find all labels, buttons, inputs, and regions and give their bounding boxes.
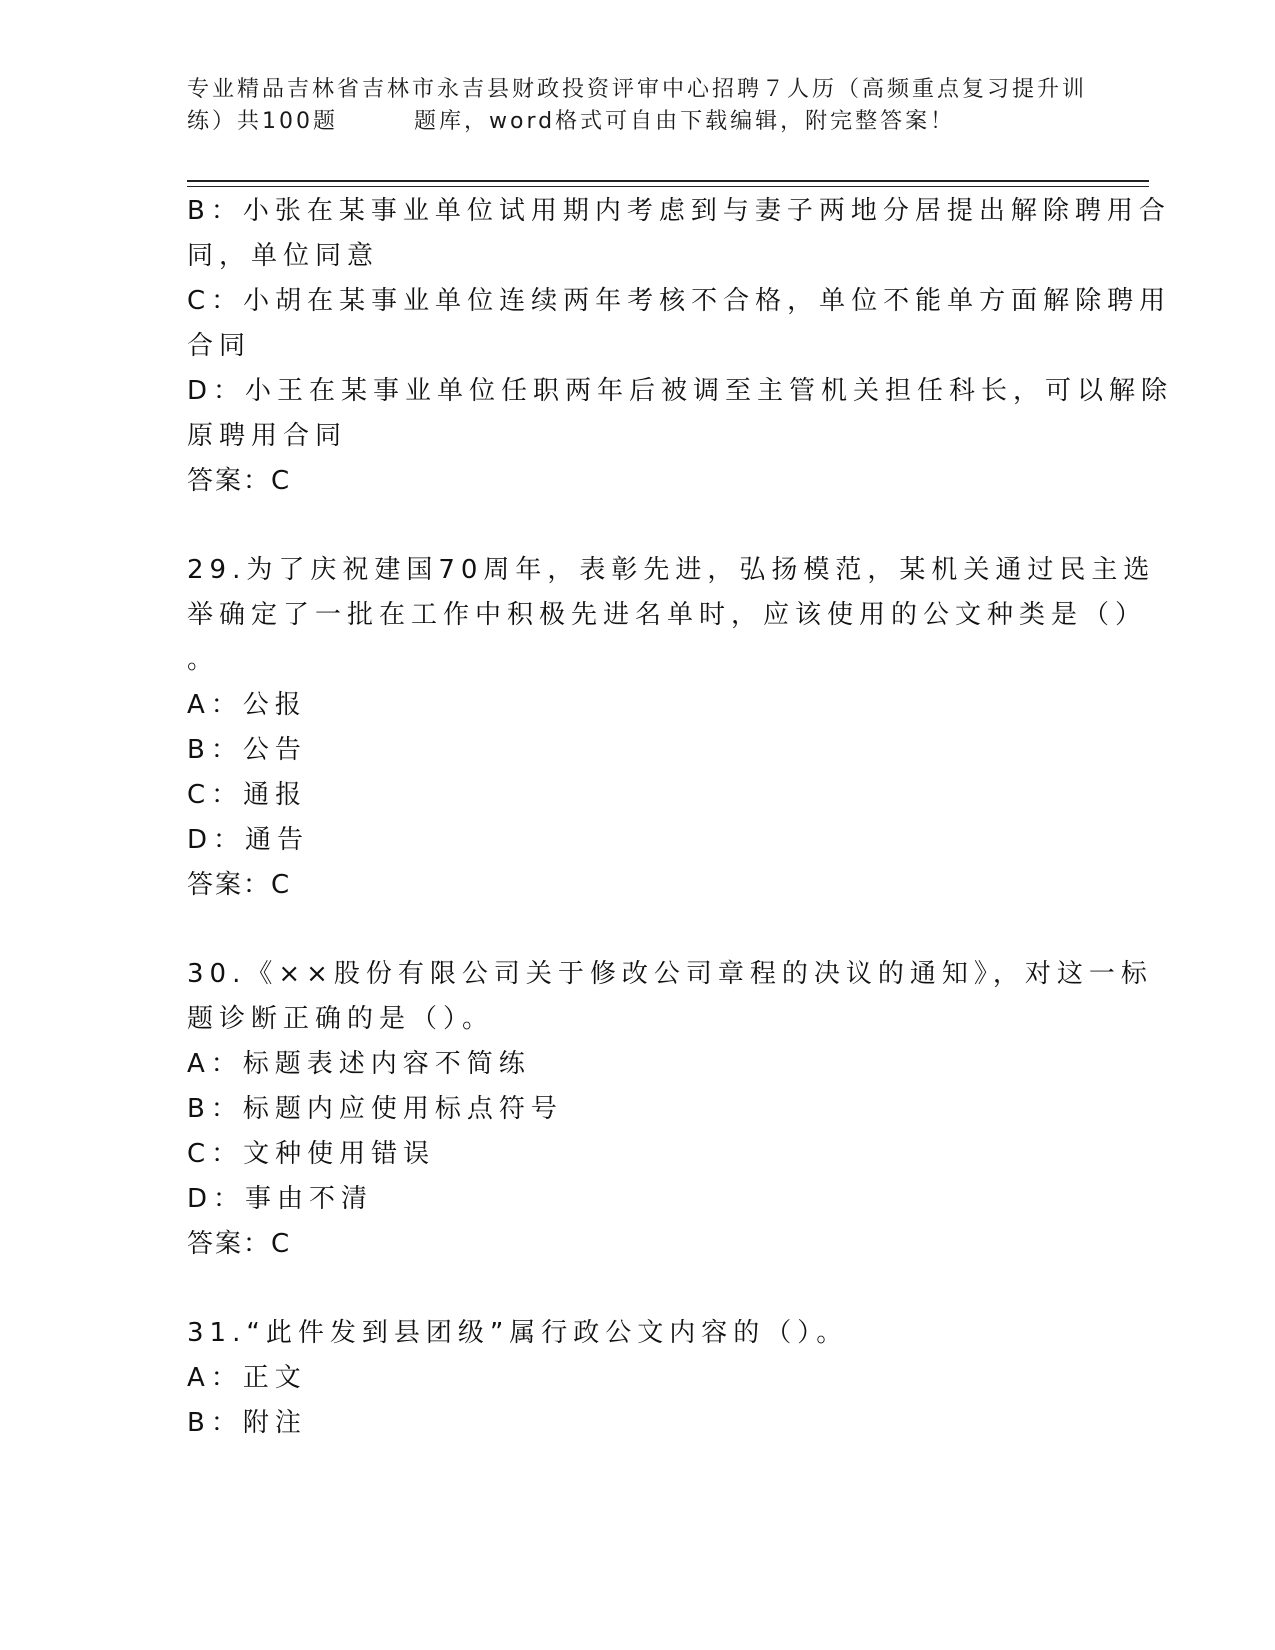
option-c: C：文种使用错误	[187, 1139, 436, 1169]
option-b: B：公告	[187, 735, 307, 765]
question-30	[187, 952, 1153, 1267]
answer: 答案：C	[187, 1229, 292, 1259]
header-divider-thin	[187, 186, 1149, 187]
header-line-2-part-2: 题库，word格式可自由下载编辑，附完整答案！	[414, 109, 956, 134]
option-a: A：公报	[187, 690, 307, 720]
question-list	[187, 189, 1174, 1446]
answer: 答案：C	[187, 870, 292, 900]
answer: 答案：C	[187, 466, 292, 496]
question-31	[187, 1311, 1087, 1446]
question-stem-line-2: 题诊断正确的是（）。	[187, 1004, 495, 1034]
question-stem-line-1: 29.为了庆祝建国70周年，表彰先进，弘扬模范，某机关通过民主选	[187, 555, 1156, 585]
option-a: A：标题表述内容不简练	[187, 1049, 531, 1079]
question-stem-line-2: 举确定了一批在工作中积极先进名单时，应该使用的公文种类是（）	[187, 600, 1148, 630]
option-b-line-1: B：小张在某事业单位试用期内考虑到与妻子两地分居提出解除聘用合	[187, 196, 1171, 226]
option-b: B：附注	[187, 1408, 307, 1438]
option-d-line-1: D：小王在某事业单位任职两年后被调至主管机关担任科长，可以解除	[187, 376, 1174, 406]
question-28-tail	[187, 189, 1174, 504]
option-a: A：正文	[187, 1363, 307, 1393]
question-stem-line-1: 31.“此件发到县团级”属行政公文内容的（）。	[187, 1318, 849, 1348]
option-d: D：通告	[187, 825, 310, 855]
option-c-line-1: C：小胡在某事业单位连续两年考核不合格，单位不能单方面解除聘用	[187, 286, 1172, 316]
question-29	[187, 548, 1156, 908]
option-c-line-2: 合同	[187, 331, 252, 361]
option-d: D：事由不清	[187, 1184, 374, 1214]
document-header	[187, 74, 1087, 138]
header-divider-thick	[187, 180, 1149, 182]
question-stem-line-1: 30.《××股份有限公司关于修改公司章程的决议的通知》，对这一标	[187, 959, 1153, 989]
header-line-1: 专业精品吉林省吉林市永吉县财政投资评审中心招聘７人历（高频重点复习提升训	[187, 77, 1088, 102]
header-line-2-part-1: 练）共100题	[187, 109, 338, 134]
question-stem-line-3: 。	[187, 645, 220, 675]
header-line-2	[187, 106, 1087, 138]
option-d-line-2: 原聘用合同	[187, 421, 348, 451]
option-c: C：通报	[187, 780, 308, 810]
option-b: B：标题内应使用标点符号	[187, 1094, 563, 1124]
option-b-line-2: 同，单位同意	[187, 241, 380, 271]
